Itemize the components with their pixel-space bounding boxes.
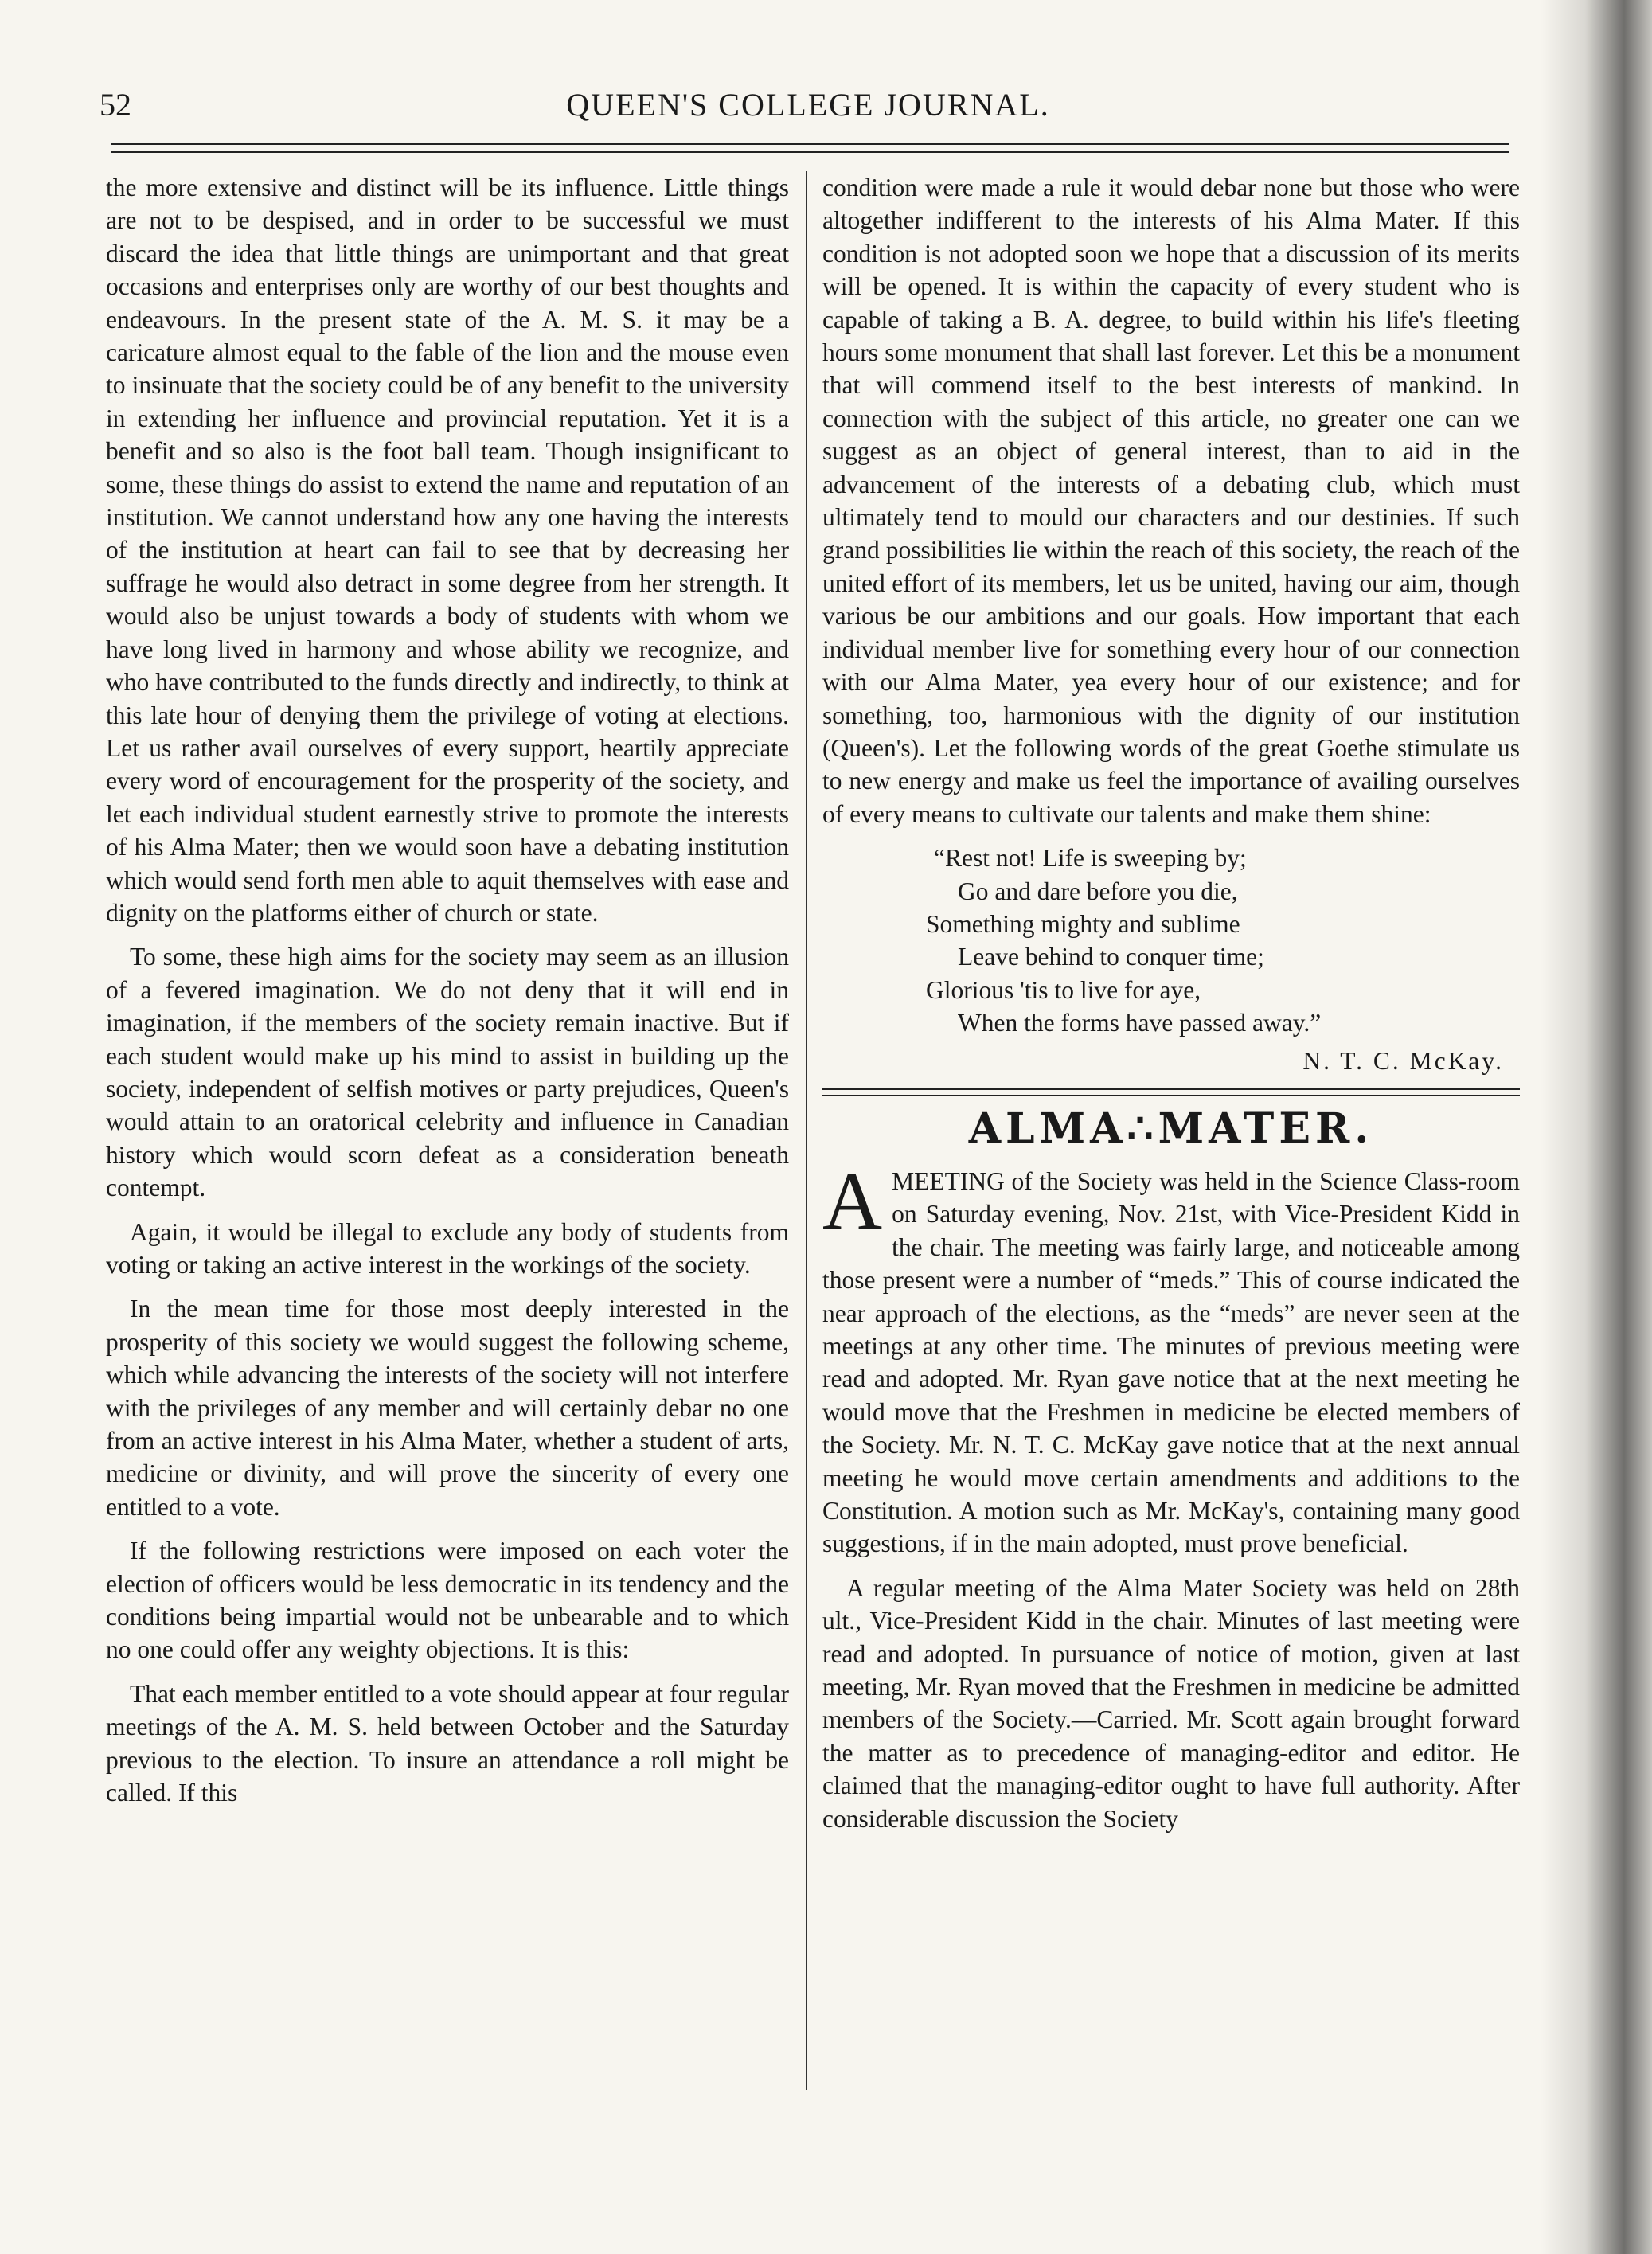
meeting-report-paragraph: A regular meeting of the Alma Mater Society was held on 28th ult., Vice-President Kidd in the chair. Minutes of last meeting were read and adopted. In pursuance of notice of motion, given at last meeting, Mr. Ryan moved that the Freshmen in medicine be admitted members of the Society.—Carried. Mr. Scott again brought forward the matter as to precedence of managing-editor and editor. He claimed that the managing-editor ought to have full authority. After considerable discussion the Society xyxy=(822,1573,1520,1833)
poem-line: When the forms have passed away.” xyxy=(958,1009,1322,1037)
meeting-report-paragraph: MEETING of the Society was held in the Science Class-room on Saturday evening, Nov. 21st, with Vice-President Kidd in the chair. The meeting was fairly large, and noticeable among those present were a number of “meds.” This of course indicated the near approach of the elections, as the “meds” are never seen at the meetings at any other time. The minutes of previous meeting were read and adopted. Mr. Ryan gave notice that at the next meeting he would move that the Freshmen in medicine be elected members of the Society. Mr. N. T. C. McKay gave notice that at the next annual meeting he would move certain amendments and additions to the Constitution. A motion such as Mr. McKay's, containing many good suggestions, if in the main adopted, must prove beneficial. xyxy=(822,1166,1520,1558)
section-heading: ALMA∴MATER. xyxy=(968,1104,1374,1153)
header-rule-bottom xyxy=(111,151,1509,153)
page-number: 52 xyxy=(100,87,131,123)
goethe-poem xyxy=(822,842,1520,1039)
right-paragraph: condition were made a rule it would debar none but those who were altogether indifferent to the interests of his Alma Mater. If this condition is not adopted soon we hope that a discussion of its merits will be opened. It is within the capacity of every student who is capable of taking a B. A. degree, to build within his life's fleeting hours some monument that shall last forever. Let this be a monument that will commend itself to the best interests of mankind. In connection with the subject of this article, no greater one can we suggest as an object of general interest, than to aid in the advancement of the interests of a debating club, which must ultimately tend to mould our characters and our destinies. If such grand possibilities lie within the reach of this society, the reach of the united effort of its members, let us be united, having our aim, though various be our ambitions and our goals. How important that each individual member live for something every hour of our connection with our Alma Mater, yea every hour of our existence; and for something, too, harmonious with the dignity of our institution (Queen's). Let the following words of the great Goethe stimulate us to new energy and make us feel the importance of availing ourselves of every means to cultivate our talents and make them shine: xyxy=(822,174,1520,828)
left-paragraph: To some, these high aims for the society may seem as an illusion of a fevered imagination. We do not deny that it will end in imagination, if the members of the society remain inactive. But if each student would make up his mind to assist in building up the society, independent of selfish motives or party prejudices, Queen's would attain to an oratorical celebrity and influence in Canadian history which would scorn defeat as a consideration beneath contempt. xyxy=(106,943,789,1202)
section-rule-bottom xyxy=(822,1095,1520,1096)
scan-edge-shadow xyxy=(1541,0,1652,2254)
drop-cap: A xyxy=(822,1154,883,1247)
author-signature: N. T. C. McKay. xyxy=(1302,1046,1504,1075)
left-paragraph: That each member entitled to a vote should appear at four regular meetings of the A. M. S. held between October and the Saturday previous to the election. To insure an attendance a roll might be called. If this xyxy=(106,1679,789,1807)
poem-line: “Rest not! Life is sweeping by; xyxy=(934,844,1247,873)
poem-line: Something mighty and sublime xyxy=(926,909,1240,938)
poem-line: Glorious 'tis to live for aye, xyxy=(926,975,1201,1004)
left-column xyxy=(106,171,789,1821)
right-column xyxy=(822,171,1520,1846)
journal-title: QUEEN'S COLLEGE JOURNAL. xyxy=(566,87,1050,123)
column-divider xyxy=(806,171,807,2090)
left-paragraph: In the mean time for those most deeply interested in the prosperity of this society we would suggest the following scheme, which while advancing the interests of the society will not interfere with the privileges of any member and will certainly debar no one from an active interest in his Alma Mater, whether a student of arts, medicine or divinity, and will prove the sincerity of every one entitled to a vote. xyxy=(106,1295,789,1521)
left-paragraph: the more extensive and distinct will be its influence. Little things are not to be despised, and in order to be successful we must discard the idea that little things are unimportant and that great occasions and enterprises only are worthy of our best thoughts and endeavours. In the present state of the A. M. S. it may be a caricature almost equal to the fable of the lion and the mouse even to insinuate that the society could be of any benefit to the university in extending her influence and provincial reputation. Yet it is a benefit and so also is the foot ball team. Though insignificant to some, these things do assist to extend the name and reputation of an institution. We cannot understand how any one having the interests of the institution at heart can fail to see that by decreasing her suffrage he would also detract in some degree from her strength. It would also be unjust towards a body of students with whom we have long lived in harmony and whose ability we recognize, and who have contributed to the funds directly and indirectly, to think at this late hour of denying them the privilege of voting at elections. Let us rather avail ourselves of every support, heartily appreciate every word of encouragement for the prosperity of the society, and let each individual student earnestly strive to promote the interests of his Alma Mater; then we would soon have a debating institution which would send forth men able to aquit themselves with ease and dignity on the platforms either of church or state. xyxy=(106,174,789,927)
header-rule-top xyxy=(111,143,1509,145)
page-header xyxy=(100,80,1517,135)
left-paragraph: Again, it would be illegal to exclude any body of students from voting or taking an active interest in the workings of the society. xyxy=(106,1217,789,1279)
poem-line: Go and dare before you die, xyxy=(958,877,1238,905)
section-rule-top xyxy=(822,1088,1520,1090)
poem-line: Leave behind to conquer time; xyxy=(958,943,1264,971)
left-paragraph: If the following restrictions were imposed on each voter the election of officers would be less democratic in its tendency and the conditions being impartial would not be unbearable and to which no one could offer any weighty objections. It is this: xyxy=(106,1537,789,1664)
